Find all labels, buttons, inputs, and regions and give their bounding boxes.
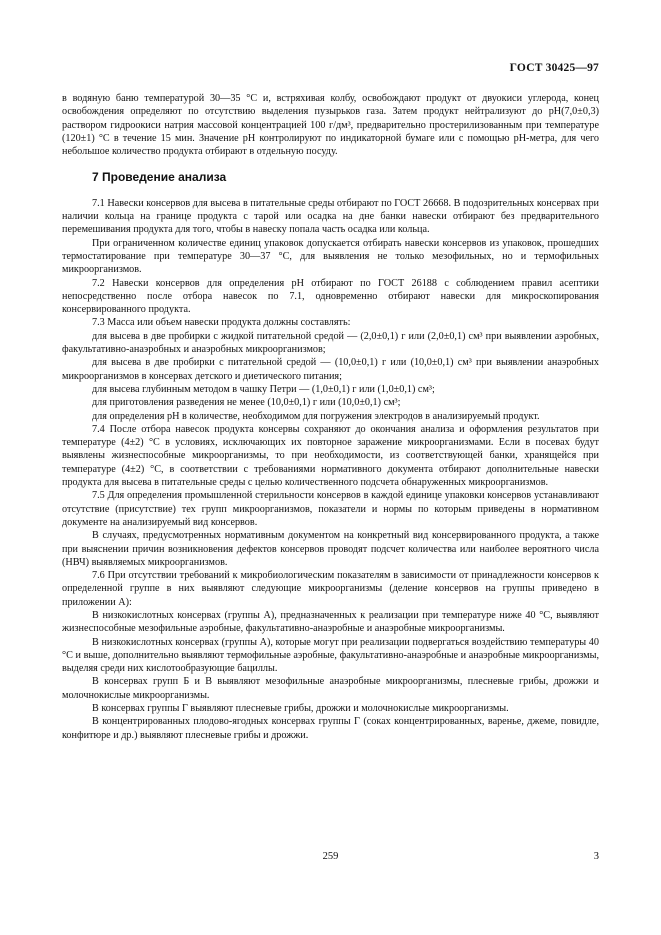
paragraph: В случаях, предусмотренных нормативным документом на конкретный вид консервированного продукта, а также при выяснении причин возникновения дефектов консервов проводят подсчет количества или наиболее вероятного числа (НВЧ) выявляемых микроорганизмов. [62,530,599,568]
paragraph: При ограниченном количестве единиц упаковок допускается отбирать навески консервов из упаковок, прошедших термостатирование при температуре 30—37 °С, для выявления не только мезофильных, но и термофильных микроорганизмов. [62,237,599,276]
page-body [62,92,599,742]
paragraph-continuation: в водяную баню температурой 30—35 °С и, встряхивая колбу, освобождают продукт от двуокиси углерода, конец освобождения определяют по отсутствию выделения пузырьков газа. Затем продукт нейтрализуют до pH(7,0±0,3) раствором гидроокиси натрия массовой концентрацией 100 г/дм³, предварительно простерилизованным при температуре (120±1) °С в течение 15 мин. Значение pH контролируют по индикаторной бумаге или с помощью pH-метра, для чего небольшое количество продукта отбирают в отдельную посуду. [62,93,599,158]
page-number: 259 [322,851,339,862]
list-item: для высева в две пробирки с жидкой питательной средой — (2,0±0,1) г или (2,0±0,1) см³ при выявлении аэробных, факультативно-анаэробных и анаэробных микроорганизмов; [62,330,599,356]
list-item: для приготовления разведения не менее (10,0±0,1) г или (10,0±0,1) см³; [92,397,401,409]
list-item: для определения pH в количестве, необходимом для погружения электродов в анализируемый продукт. [92,410,540,422]
paragraph: В консервах группы Г выявляют плесневые грибы, дрожжи и молочнокислые микроорганизмы. [92,703,509,715]
sheet-number: 3 [593,851,599,862]
document-header: ГОСТ 30425—97 [509,62,599,74]
section-title: 7 Проведение анализа [92,170,227,185]
list-item: для высева в две пробирки с питательной средой — (10,0±0,1) г или (10,0±0,1) см³ при выявлении анаэробных микроорганизмов в консервах детского и диетического питания; [62,357,599,382]
paragraph: В концентрированных плодово-ягодных консервах группы Г (соках концентрированных, варенье, джеме, повидле, конфитюре и др.) выявляют плесневые грибы и дрожжи. [62,716,599,741]
paragraph-7-2: 7.2 Навески консервов для определения pH отбирают по ГОСТ 26188 с соблюдением правил асептики непосредственно после отбора навесок по 7.1, одновременно отбирают навески для микроскопирования консервированного продукта. [62,277,599,316]
paragraph: В низкокислотных консервах (группы А), которые могут при реализации подвергаться воздействию температуры 40 °С и выше, дополнительно выявляют термофильные аэробные, факультативно-анаэробные и анаэробные микроорганизмы, выделяя среди них кислотообразующие бациллы. [62,636,599,675]
paragraph: В консервах групп Б и В выявляют мезофильные анаэробные микроорганизмы, плесневые грибы, дрожжи и молочнокислые микроорганизмы. [62,676,599,701]
paragraph-7-3: 7.3 Масса или объем навески продукта должны составлять: [92,317,351,329]
paragraph-7-6: 7.6 При отсутствии требований к микробиологическим показателям в зависимости от принадлежности консервов к определенной группе в них выявляют следующие микроорганизмы (деление консервов на группы приведено в приложении А): [62,570,599,608]
paragraph-7-1: 7.1 Навески консервов для высева в питательные среды отбирают по ГОСТ 26668. В подозрительных консервах при наличии кольца на границе продукта с тарой или осадка на дне банки навески отбирают без предварительного перемешивания продукта для того, чтобы в навеску попала часть осадка или кольца. [62,197,599,236]
paragraph-7-4: 7.4 После отбора навесок продукта консервы сохраняют до окончания анализа и оформления результатов при температуре (4±2) °С в условиях, исключающих их повторное заражение микроорганизмами. Если в посевах будут выявлены жизнеспособные микроорганизмы, то при необходимости, из соответствующей банки, хранящейся при температуре (4±2) °С, в соответствии с требованиями нормативного документа отбирают дополнительные навески продукта для высева в питательные среды с целью количественного подсчета обнаруженных микроорганизмов. [62,423,599,489]
list-item: для высева глубинным методом в чашку Петри — (1,0±0,1) г или (1,0±0,1) см³; [92,383,435,395]
paragraph: В низкокислотных консервах (группы А), предназначенных к реализации при температуре ниже 40 °С, выявляют жизнеспособные мезофильные аэробные, факультативно-анаэробные и анаэробные микроорганизмы. [62,609,599,635]
paragraph-7-5: 7.5 Для определения промышленной стерильности консервов в каждой единице упаковки консервов устанавливают отсутствие (присутствие) тех групп микроорганизмов, показатели и нормы по которым приведены в нормативном документе на анализируемый вид консервов. [62,490,599,528]
